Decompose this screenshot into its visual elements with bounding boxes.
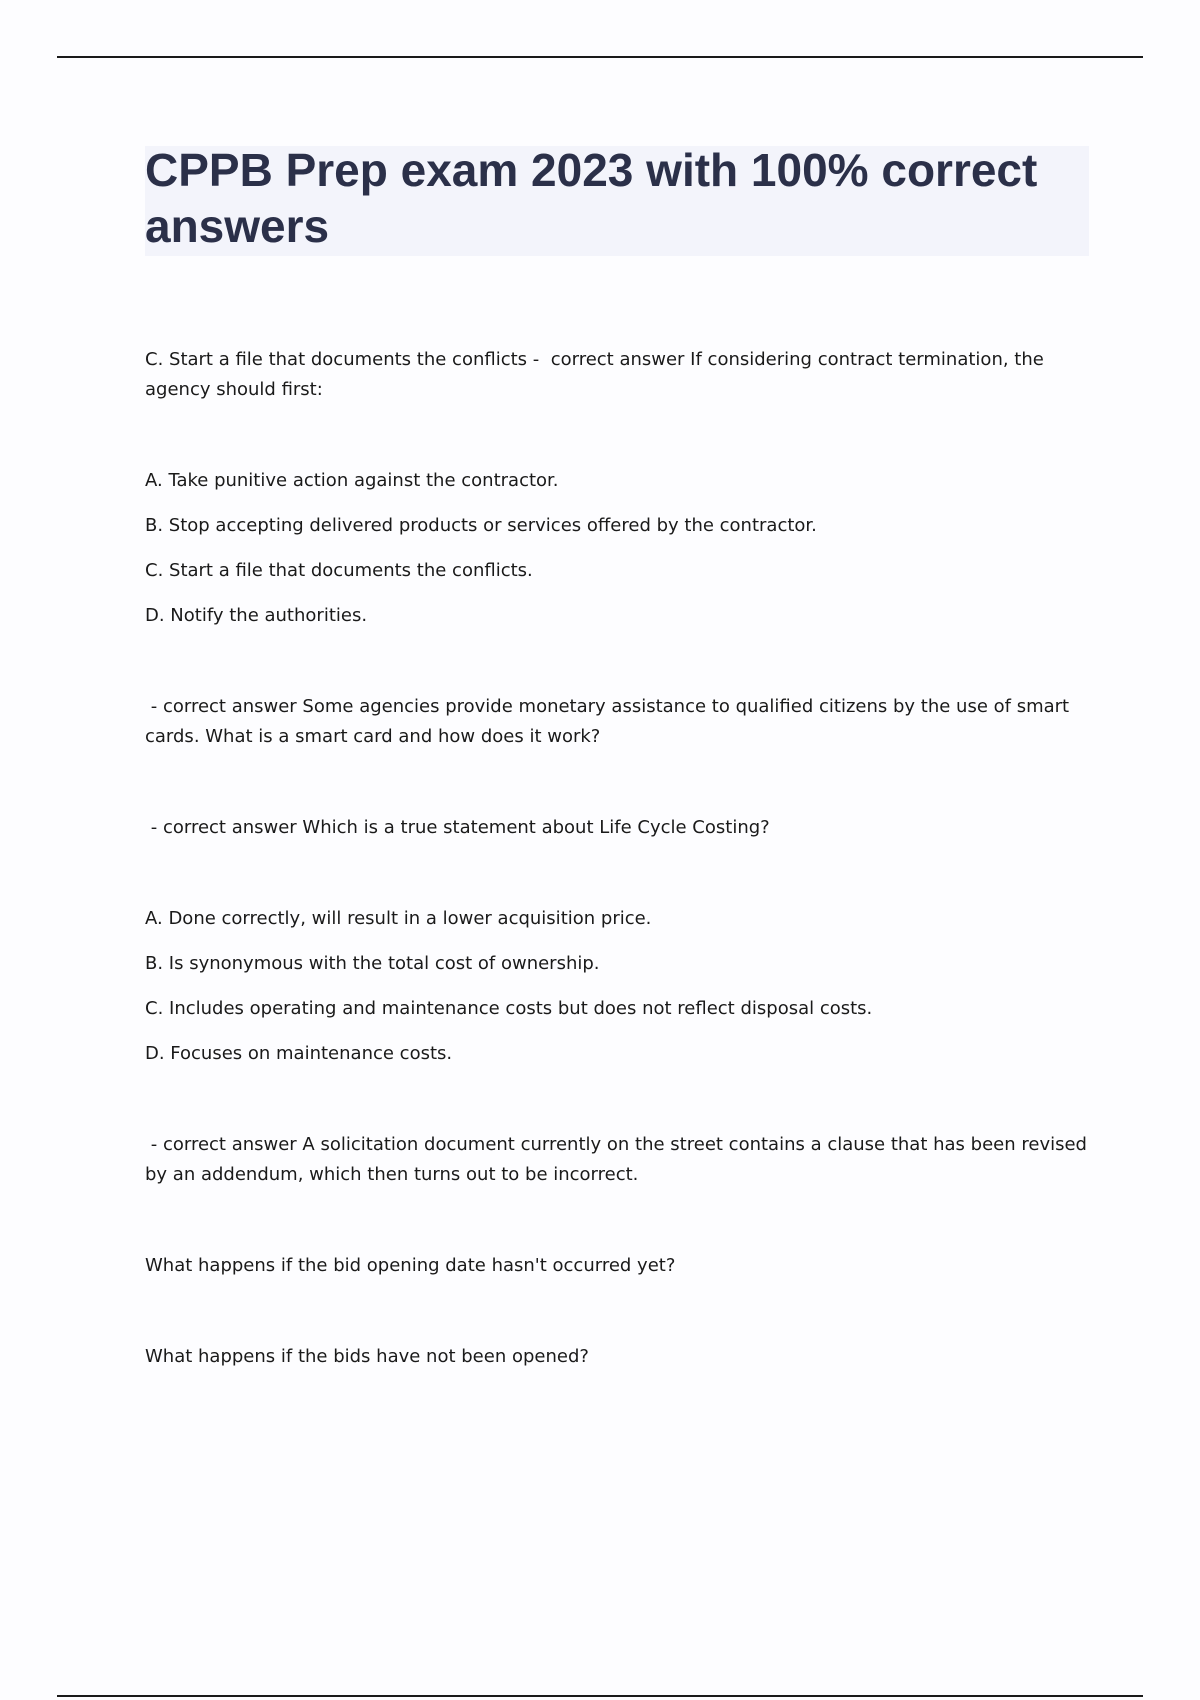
answer-option: D. Notify the authorities. xyxy=(145,605,368,626)
answer-option: C. Includes operating and maintenance costs but does not reflect disposal costs. xyxy=(145,998,873,1019)
answer-option: D. Focuses on maintenance costs. xyxy=(145,1043,453,1064)
question-paragraph: - correct answer A solicitation document currently on the street contains a clause that has been revised by an addendum, which then turns out to be incorrect. xyxy=(145,1134,1093,1185)
answer-option: B. Is synonymous with the total cost of ownership. xyxy=(145,953,600,974)
question-paragraph: - correct answer Which is a true statement about Life Cycle Costing? xyxy=(145,817,770,838)
question-paragraph: - correct answer Some agencies provide monetary assistance to qualified citizens by the use of smart cards. What is a smart card and how does it work? xyxy=(145,696,1075,747)
question-paragraph: What happens if the bid opening date hasn't occurred yet? xyxy=(145,1255,676,1276)
document-body xyxy=(145,345,1100,1372)
answer-option: A. Done correctly, will result in a lower acquisition price. xyxy=(145,908,652,929)
question-paragraph: C. Start a file that documents the conflicts - correct answer If considering contract termination, the agency should first: xyxy=(145,349,1050,400)
answer-option: B. Stop accepting delivered products or services offered by the contractor. xyxy=(145,515,817,536)
question-paragraph: What happens if the bids have not been opened? xyxy=(145,1346,589,1367)
answer-option: A. Take punitive action against the contractor. xyxy=(145,470,559,491)
answer-option: C. Start a file that documents the conflicts. xyxy=(145,560,533,581)
header-rule xyxy=(57,56,1143,58)
footer-rule xyxy=(57,1695,1143,1697)
document-title: CPPB Prep exam 2023 with 100% correct answers xyxy=(145,144,1038,252)
